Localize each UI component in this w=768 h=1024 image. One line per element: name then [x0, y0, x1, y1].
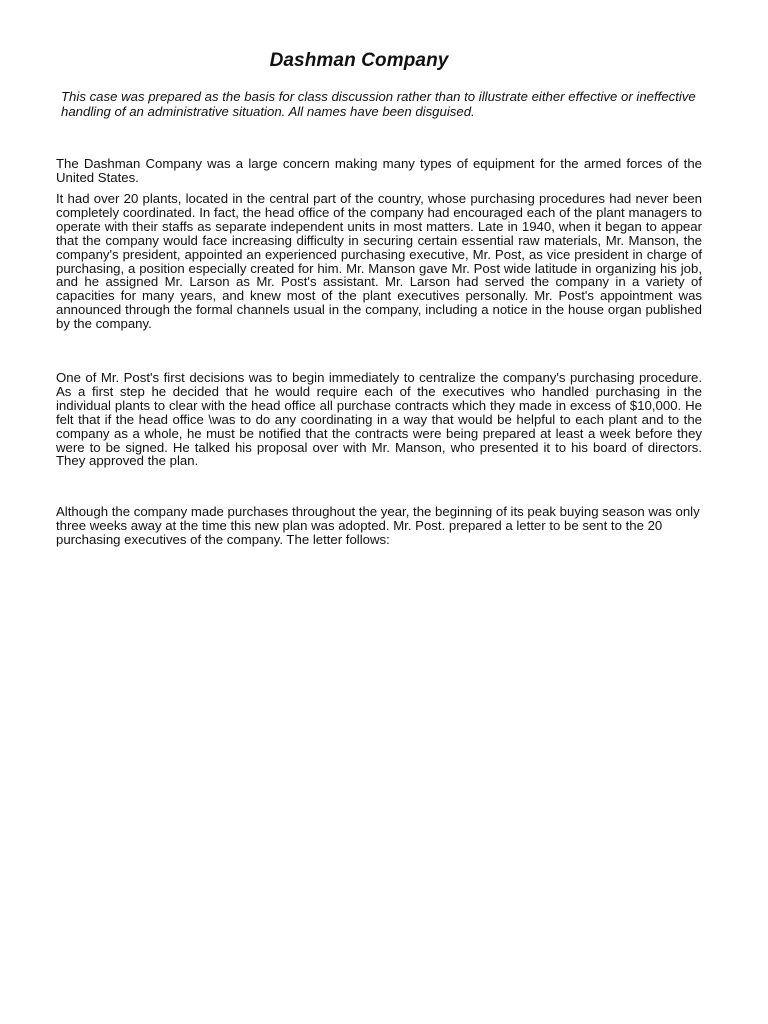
- paragraph-background: It had over 20 plants, located in the central part of the country, whose purchasing procedures had never been completely coordinated. In fact, the head office of the company had encouraged each of the plant managers to operate with their staffs as separate independent units in most matters. Late in 1940, when it began to appear that the company would face increasing difficulty in securing certain essential raw materials, Mr. Manson, the company's president, appointed an experienced purchasing executive, Mr. Post, as vice president in charge of purchasing, a position especially created for him. Mr. Manson gave Mr. Post wide latitude in organizing his job, and he assigned Mr. Larson as Mr. Post's assistant. Mr. Larson had served the company in a variety of capacities for many years, and knew most of the plant executives personally. Mr. Post's appointment was announced through the formal channels usual in the company, including a notice in the house organ published by the company.: [56, 191, 702, 332]
- paragraph-intro: The Dashman Company was a large concern making many types of equipment for the armed forces of the United States.: [56, 156, 702, 185]
- paragraph-centralization: One of Mr. Post's first decisions was to begin immediately to centralize the company's purchasing procedure. As a first step he decided that he would require each of the executives who handled purchasing in the individual plants to clear with the head office all purchase contracts which they made in excess of $10,000. He felt that if the head office \was to do any coordinating in a way that would be helpful to each plant and to the company as a whole, he must be notified that the contracts were being prepared at least a week before they were to be signed. He talked his proposal over with Mr. Manson, who presented it to his board of directors. They approved the plan.: [56, 370, 702, 469]
- case-disclaimer: This case was prepared as the basis for class discussion rather than to illustrate either effective or ineffective handling of an administrative situation. All names have been disguised.: [61, 89, 696, 119]
- document-title: Dashman Company: [269, 50, 449, 71]
- paragraph-letter-intro: Although the company made purchases throughout the year, the beginning of its peak buying season was only three weeks away at the time this new plan was adopted. Mr. Post. prepared a letter to be sent to the 20 purchasing executives of the company. The letter follows:: [56, 504, 700, 547]
